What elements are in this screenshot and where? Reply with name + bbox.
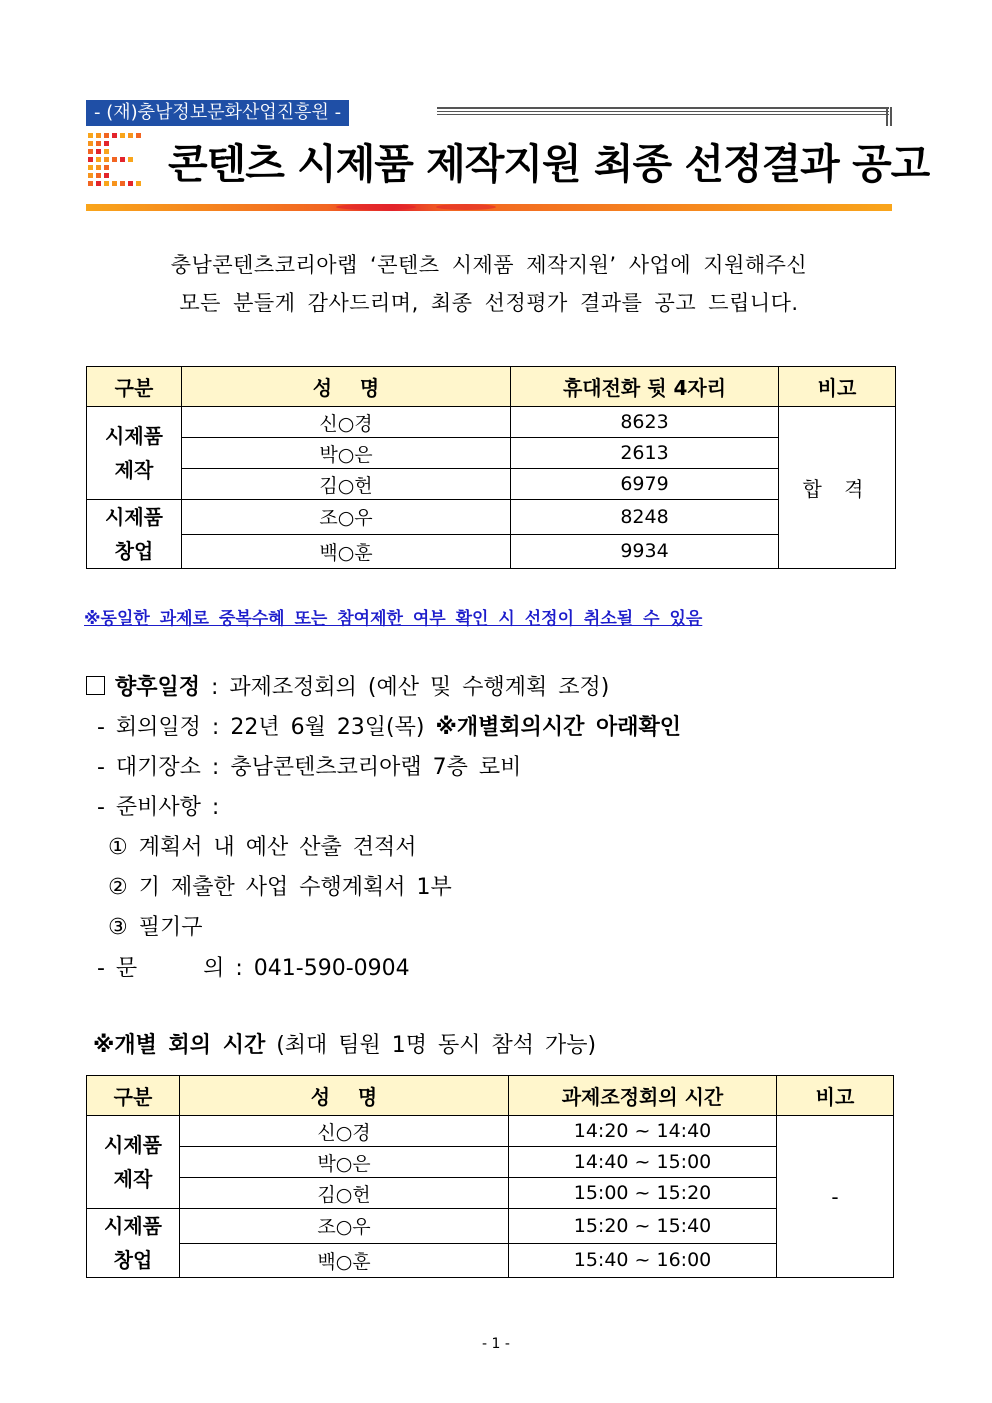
table-row: [87, 407, 896, 438]
name-cell: 백○훈: [180, 1243, 509, 1278]
contact-line: - 문 의 : 041-590-0904: [86, 956, 410, 981]
table-row: [87, 438, 896, 469]
group-label-production: 시제품 제작: [87, 1116, 180, 1209]
name-cell: 신○경: [180, 1116, 509, 1147]
phone-cell: 9934: [511, 534, 779, 569]
meeting-date: - 회의일정 : 22년 6월 23일(목): [86, 715, 436, 740]
table-row: [87, 1116, 894, 1147]
prep-item-1: ① 계획서 내 예산 산출 견적서: [86, 835, 417, 860]
name-cell: 신○경: [182, 407, 511, 438]
header-time: 과제조정회의 시간: [509, 1076, 777, 1116]
time-cell: 15:40 ~ 16:00: [509, 1243, 777, 1278]
results-table: [86, 366, 896, 569]
schedule-heading: [86, 670, 609, 701]
time-cell: 14:20 ~ 14:40: [509, 1116, 777, 1147]
time-cell: 15:00 ~ 15:20: [509, 1178, 777, 1209]
table-row: [87, 1243, 894, 1278]
organization-label: - (재)충남정보문화산업진흥원 -: [86, 100, 349, 126]
table-row: [87, 1178, 894, 1209]
name-cell: 김○헌: [182, 469, 511, 500]
time-cell: 14:40 ~ 15:00: [509, 1147, 777, 1178]
meeting-time-title-text: (최대 팀원 1명 동시 참석 가능): [265, 1033, 597, 1058]
group-label-production: 시제품 제작: [87, 407, 182, 500]
waiting-place: - 대기장소 : 충남콘텐츠코리아랩 7층 로비: [86, 755, 522, 780]
meeting-time-title-bold: ※개별 회의 시간: [93, 1033, 266, 1058]
dotted-e-logo-icon: [86, 131, 150, 191]
header-category: 구분: [87, 1076, 180, 1116]
header-category: 구분: [87, 367, 182, 407]
header-note: 비고: [777, 1076, 894, 1116]
header-note: 비고: [779, 367, 896, 407]
name-cell: 조○우: [182, 500, 511, 535]
schedule-heading-bold: 향후일정: [115, 675, 201, 700]
name-cell: 박○은: [180, 1147, 509, 1178]
group-label-startup: 시제품 창업: [87, 500, 182, 569]
header-phone: 휴대전화 뒷 4자리: [511, 367, 779, 407]
meeting-time-title: [93, 1028, 596, 1059]
meeting-note: -: [777, 1116, 894, 1278]
title-underline-bar: [86, 202, 892, 212]
meeting-date-line: [86, 710, 681, 741]
intro-line-2: 모든 분들게 감사드리며, 최종 선정평가 결과를 공고 드립니다.: [179, 291, 799, 315]
page-number: - 1 -: [482, 1336, 510, 1352]
prep-label: - 준비사항 :: [86, 795, 220, 820]
header-name: 성 명: [180, 1076, 509, 1116]
meeting-time-note: ※개별회의시간 아래확인: [435, 715, 682, 740]
time-cell: 15:20 ~ 15:40: [509, 1209, 777, 1244]
phone-cell: 8623: [511, 407, 779, 438]
table-row: [87, 534, 896, 569]
page-title: 콘텐츠 시제품 제작지원 최종 선정결과 공고: [168, 140, 930, 188]
prep-item-2: ② 기 제출한 사업 수행계획서 1부: [86, 875, 452, 900]
name-cell: 조○우: [180, 1209, 509, 1244]
intro-line-1: 충남콘텐츠코리아랩 ‘콘텐츠 시제품 제작지원’ 사업에 지원해주신: [170, 253, 808, 277]
name-cell: 백○훈: [182, 534, 511, 569]
prep-item-3: ③ 필기구: [86, 915, 203, 940]
phone-cell: 8248: [511, 500, 779, 535]
header-name: 성 명: [182, 367, 511, 407]
schedule-heading-text: : 과제조정회의 (예산 및 수행계획 조정): [200, 675, 610, 700]
phone-cell: 6979: [511, 469, 779, 500]
header-decorative-line: [437, 104, 893, 126]
table-row: [87, 469, 896, 500]
name-cell: 김○헌: [180, 1178, 509, 1209]
cancellation-warning: ※동일한 과제로 중복수혜 또는 참여제한 여부 확인 시 선정이 취소될 수 있음: [84, 609, 703, 629]
checkbox-square-icon: [86, 676, 105, 695]
meeting-time-table: [86, 1075, 894, 1278]
phone-cell: 2613: [511, 438, 779, 469]
table-row: [87, 500, 896, 535]
table-row: [87, 1147, 894, 1178]
group-label-startup: 시제품 창업: [87, 1209, 180, 1278]
name-cell: 박○은: [182, 438, 511, 469]
result-note: 합 격: [779, 407, 896, 569]
table-row: [87, 1209, 894, 1244]
